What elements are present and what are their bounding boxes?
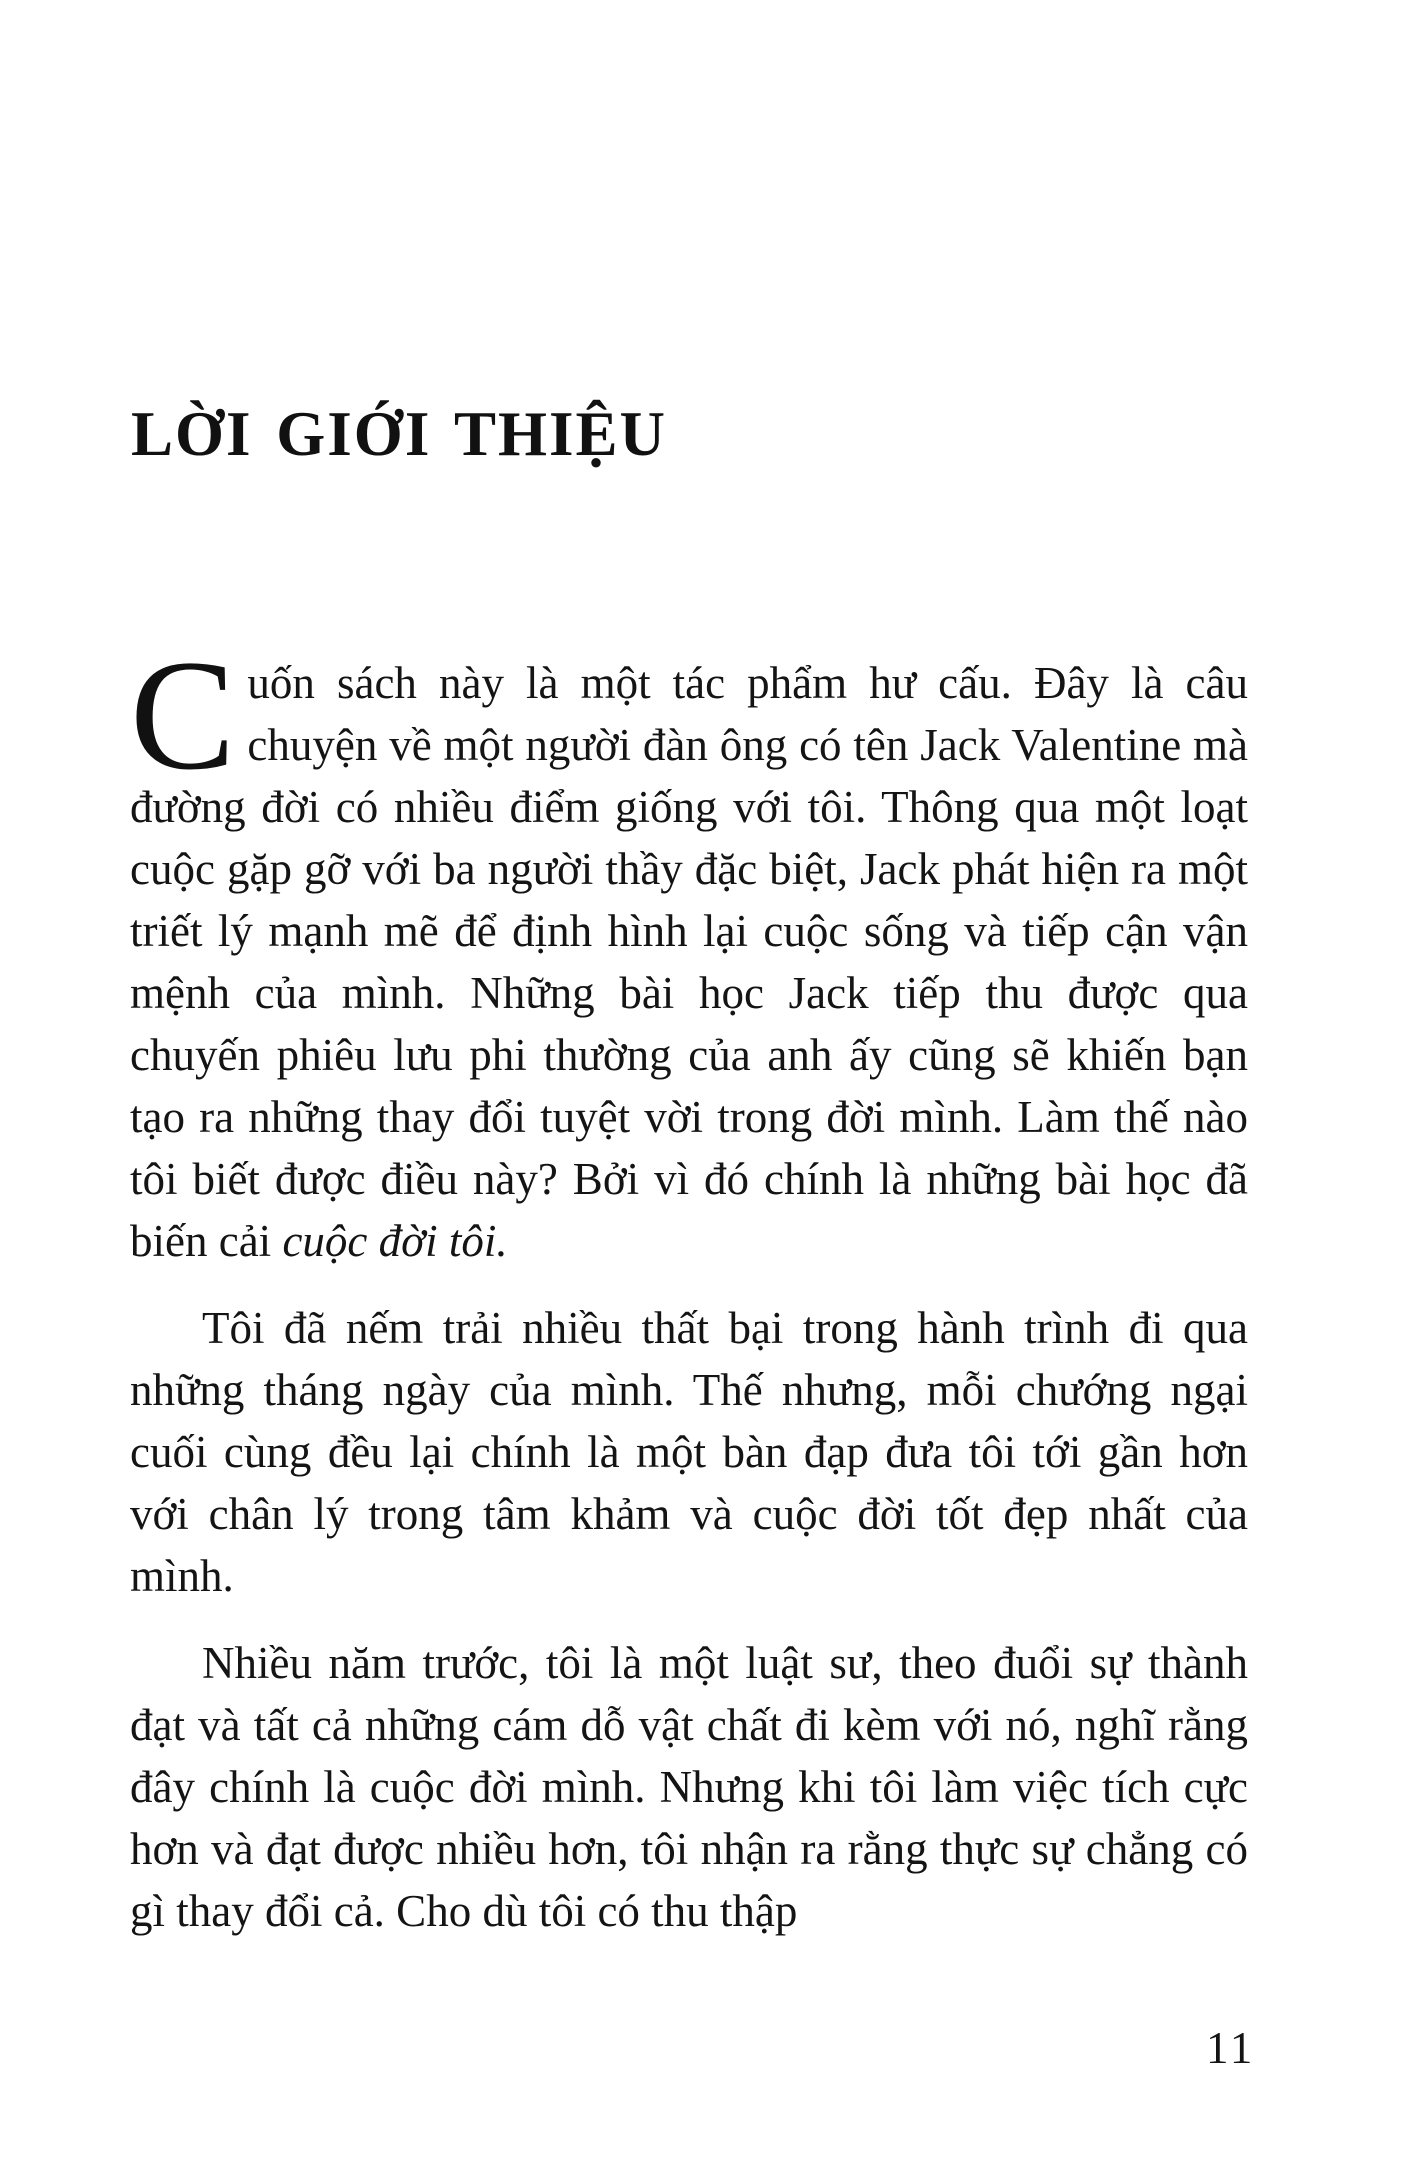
chapter-title: LỜI GIỚI THIỆU bbox=[131, 399, 668, 469]
paragraph-2: Tôi đã nếm trải nhiều thất bại trong hành trình đi qua những tháng ngày của mình. Thế nhưng, mỗi chướng ngại cuối cùng đều lại chính là một bàn đạp đưa tôi tới gần hơn với chân lý trong tâm khảm và cuộc đời tốt đẹp nhất của mình. bbox=[130, 1303, 1248, 1601]
paragraph-1-italic-phrase: cuộc đời tôi. bbox=[282, 1216, 508, 1266]
page-number: 11 bbox=[1206, 2023, 1256, 2073]
body-text bbox=[130, 628, 1248, 1942]
paragraph-1 bbox=[130, 628, 1248, 1272]
paragraph-1-text: uốn sách này là một tác phẩm hư cấu. Đây là câu chuyện về một người đàn ông có tên Jack Valentine mà đường đời có nhiều điểm giống với tôi. Thông qua một loạt cuộc gặp gỡ với ba người thầy đặc biệt, Jack phát hiện ra một triết lý mạnh mẽ để định hình lại cuộc sống và tiếp cận vận mệnh của mình. Những bài học Jack tiếp thu được qua chuyến phiêu lưu phi thường của anh ấy cũng sẽ khiến bạn tạo ra những thay đổi tuyệt vời trong đời mình. Làm thế nào tôi biết được điều này? Bởi vì đó chính là những bài học đã biến cải bbox=[130, 658, 1248, 1266]
drop-cap: C bbox=[130, 628, 236, 803]
paragraph-3: Nhiều năm trước, tôi là một luật sư, theo đuổi sự thành đạt và tất cả những cám dỗ vật chất đi kèm với nó, nghĩ rằng đây chính là cuộc đời mình. Nhưng khi tôi làm việc tích cực hơn và đạt được nhiều hơn, tôi nhận ra rằng thực sự chẳng có gì thay đổi cả. Cho dù tôi có thu thập bbox=[130, 1638, 1248, 1936]
